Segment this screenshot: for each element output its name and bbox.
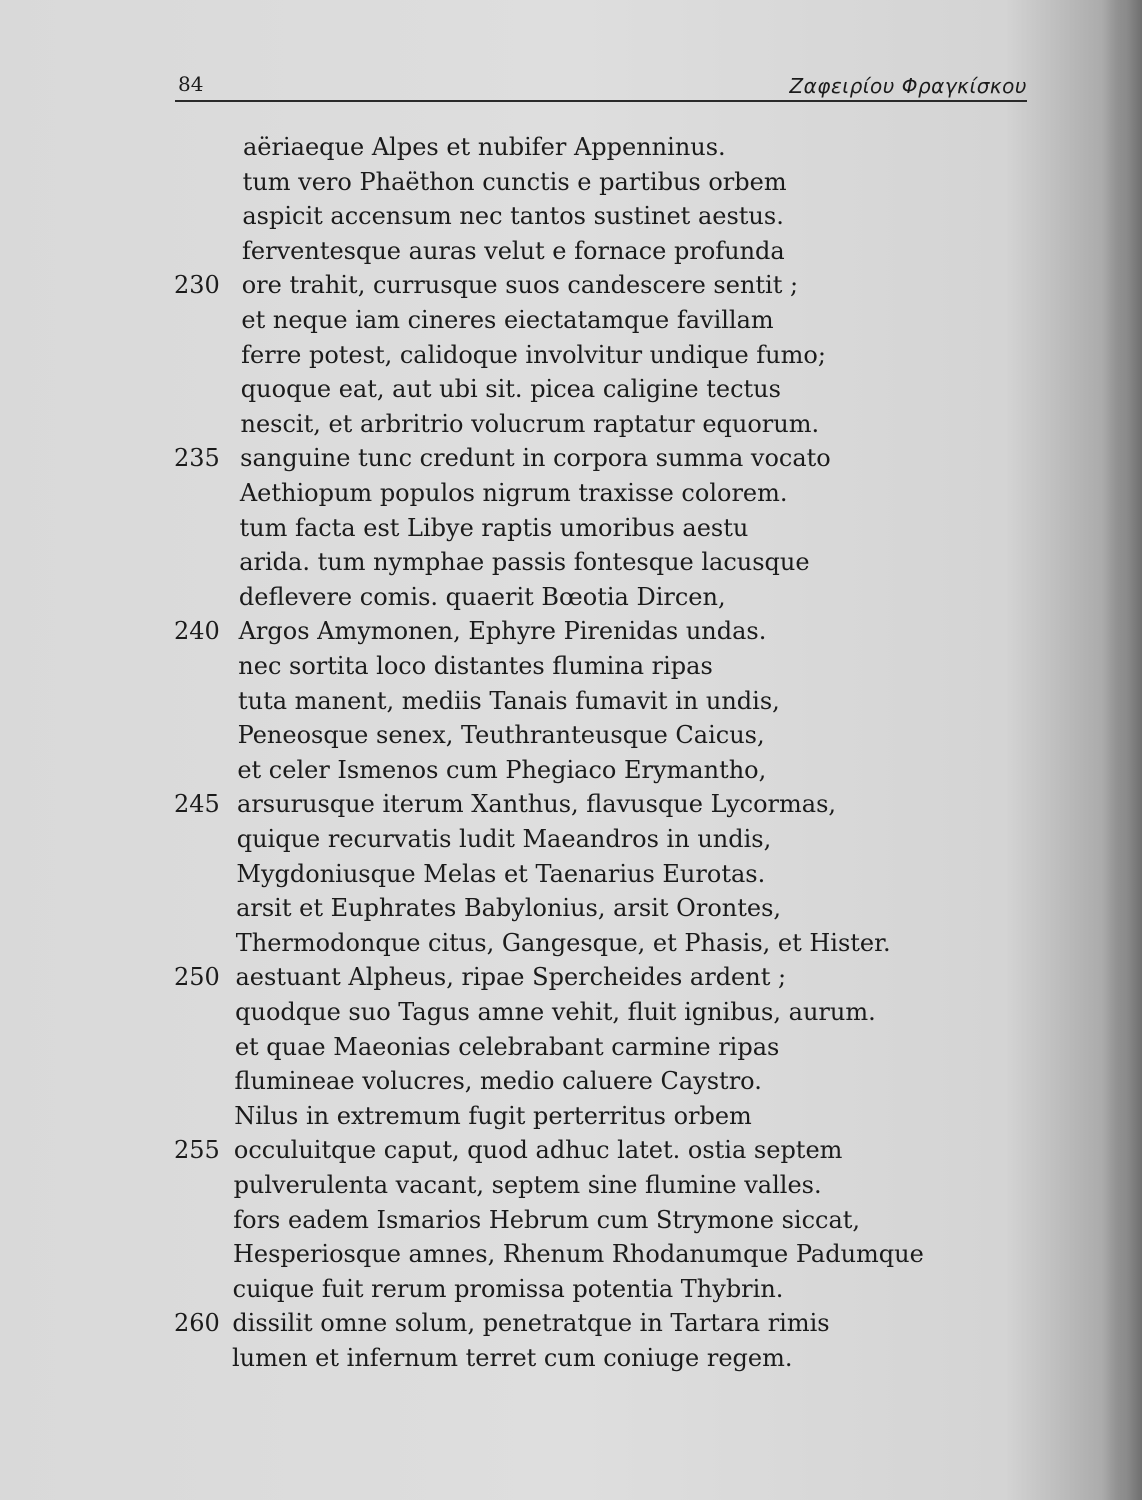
poem-line (0, 822, 1142, 857)
poem-line (0, 995, 1142, 1030)
poem-line (0, 1133, 1142, 1168)
line-text: arsit et Euphrates Babylonius, arsit Orontes, (236, 894, 782, 923)
line-text: aspicit accensum nec tantos sustinet aestus. (242, 202, 784, 231)
line-text: flumineae volucres, medio caluere Caystro. (234, 1067, 762, 1096)
poem-line (0, 1203, 1142, 1238)
poem-line (0, 718, 1142, 753)
line-text: et celer Ismenos cum Phegiaco Erymantho, (237, 755, 767, 784)
line-text: Peneosque senex, Teuthranteusque Caicus, (237, 721, 765, 750)
poem-line (0, 960, 1142, 995)
poem-line (0, 787, 1142, 822)
line-number: 255 (174, 1136, 220, 1165)
poem-line (0, 1168, 1142, 1203)
poem-line (0, 649, 1142, 684)
poem-line (0, 891, 1142, 926)
poem-line (0, 338, 1142, 373)
poem-line (0, 1272, 1142, 1307)
line-text: dissilit omne solum, penetratque in Tartara rimis (232, 1309, 830, 1338)
line-text: et quae Maeonias celebrabant carmine ripas (234, 1032, 780, 1061)
line-number: 230 (174, 271, 220, 300)
running-head: Ζαφειρίου Φραγκίσκου (789, 74, 1027, 98)
line-text: arida. tum nymphae passis fontesque lacusque (239, 548, 810, 577)
line-text: Hesperiosque amnes, Rhenum Rhodanumque Padumque (232, 1240, 924, 1269)
line-text: deflevere comis. quaerit Bœotia Dircen, (238, 582, 726, 611)
poem-line (0, 199, 1142, 234)
page-number: 84 (178, 72, 204, 96)
line-text: et neque iam cineres eiectatamque favillam (241, 306, 774, 334)
line-number: 250 (174, 963, 220, 992)
poem-line (0, 753, 1142, 788)
poem-line (0, 614, 1142, 649)
line-number: 235 (174, 444, 220, 473)
poem-line (0, 407, 1142, 442)
poem-line (0, 268, 1142, 303)
line-text: nec sortita loco distantes flumina ripas (238, 652, 713, 680)
line-text: tum vero Phaëthon cunctis e partibus orbem (242, 167, 787, 196)
line-text: Argos Amymonen, Ephyre Pirenidas undas. (238, 617, 767, 646)
line-text: quodque suo Tagus amne vehit, fluit ignibus, aurum. (235, 998, 876, 1026)
line-text: Thermodonque citus, Gangesque, et Phasis, et Hister. (235, 928, 891, 957)
line-text: aestuant Alpheus, ripae Spercheides ardent ; (235, 963, 787, 992)
line-text: quique recurvatis ludit Maeandros in undis, (236, 825, 772, 853)
poem-line (0, 545, 1142, 580)
line-text: ore trahit, currusque suos candescere sentit ; (241, 271, 799, 300)
poem-line (0, 926, 1142, 961)
poem-line (0, 1237, 1142, 1272)
poem-line (0, 1099, 1142, 1134)
poem-line (0, 441, 1142, 476)
line-text: nescit, et arbritrio volucrum raptatur equorum. (240, 409, 820, 438)
line-text: Nilus in extremum fugit perterritus orbem (234, 1101, 752, 1130)
poem-line (0, 372, 1142, 407)
line-text: arsurusque iterum Xanthus, flavusque Lycormas, (237, 790, 837, 819)
poem-line (0, 580, 1142, 615)
poem-line (0, 1306, 1142, 1341)
line-text: Mygdoniusque Melas et Taenarius Eurotas. (236, 859, 766, 888)
line-text: pulverulenta vacant, septem sine flumine valles. (233, 1171, 822, 1199)
poem-line (0, 165, 1142, 200)
poem-line (0, 476, 1142, 511)
line-text: lumen et infernum terret cum coniuge regem. (232, 1344, 793, 1372)
line-text: fors eadem Ismarios Hebrum cum Strymone siccat, (233, 1205, 861, 1234)
line-text: tuta manent, mediis Tanais fumavit in undis, (237, 686, 780, 715)
poem-line (0, 130, 1142, 165)
line-text: quoque eat, aut ubi sit. picea caligine tectus (240, 375, 781, 404)
line-text: aëriaeque Alpes et nubifer Appenninus. (243, 133, 726, 161)
poem-line (0, 684, 1142, 719)
poem-line (0, 511, 1142, 546)
line-text: Aethiopum populos nigrum traxisse colorem. (239, 479, 788, 507)
line-text: tum facta est Libye raptis umoribus aestu (239, 513, 749, 542)
line-number: 240 (174, 617, 220, 646)
line-text: occuluitque caput, quod adhuc latet. ostia septem (233, 1136, 843, 1165)
poem-line (0, 857, 1142, 892)
poem-line (0, 1341, 1142, 1376)
poem-line (0, 1030, 1142, 1065)
line-text: ferre potest, calidoque involvitur undique fumo; (241, 340, 826, 369)
line-number: 260 (174, 1309, 220, 1338)
line-text: sanguine tunc credunt in corpora summa vocato (240, 444, 831, 473)
line-number: 245 (174, 790, 220, 819)
poem-line (0, 234, 1142, 269)
poem-line (0, 1064, 1142, 1099)
poem-line (0, 303, 1142, 338)
line-text: cuique fuit rerum promissa potentia Thybrin. (232, 1274, 784, 1303)
line-text: ferventesque auras velut e fornace profunda (242, 236, 785, 265)
